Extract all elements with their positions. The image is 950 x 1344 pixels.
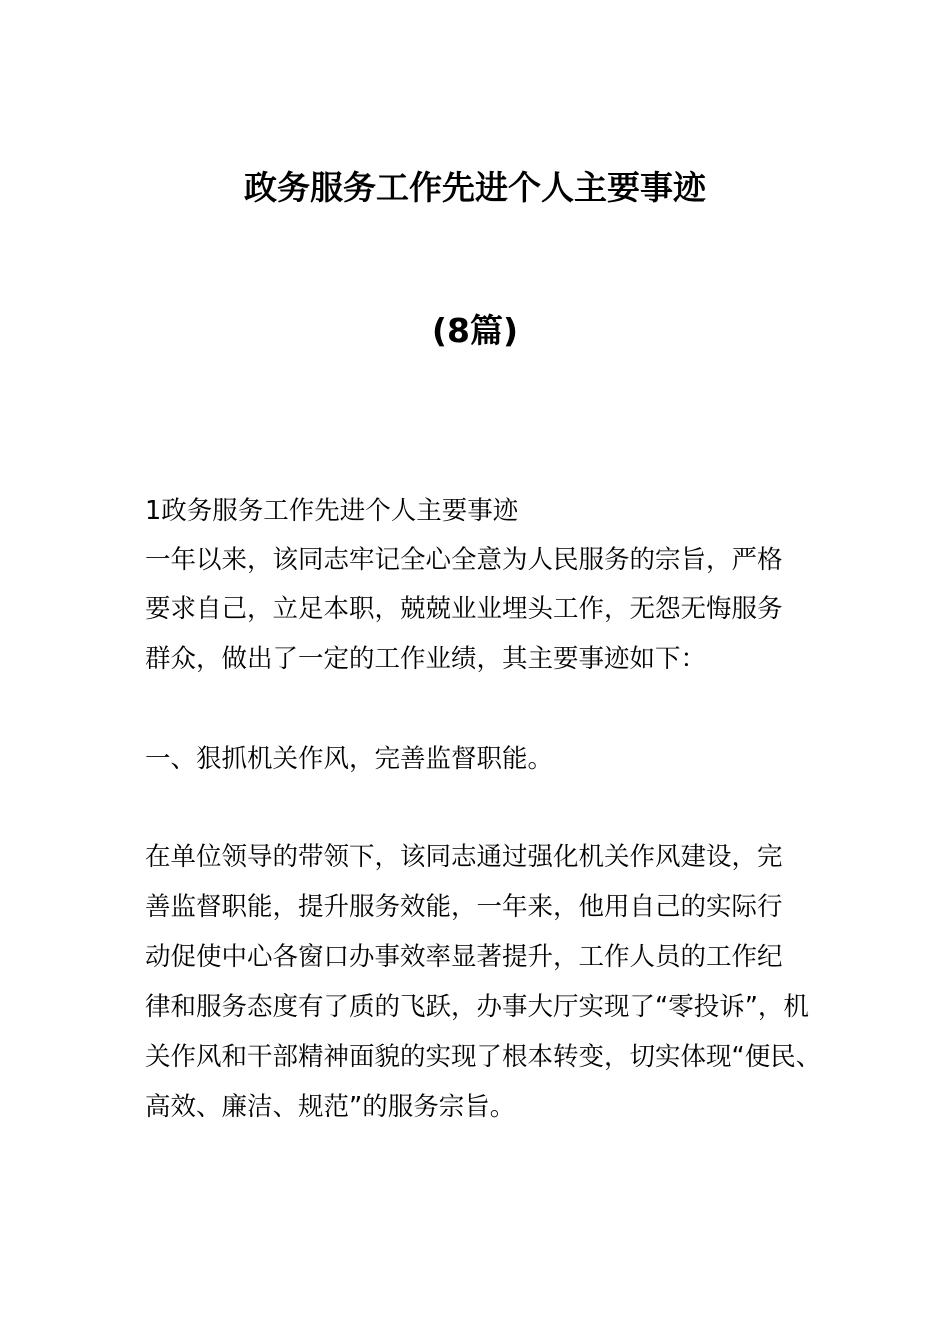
paragraph-line: 善监督职能，提升服务效能，一年来，他用自己的实际行 (145, 892, 783, 922)
paragraph-line: 律和服务态度有了质的飞跃，办事大厅实现了“零投诉”，机 (145, 992, 809, 1022)
paragraph-line: 在单位领导的带领下，该同志通过强化机关作风建设，完 (145, 842, 783, 872)
document-title: 政务服务工作先进个人主要事迹 (244, 168, 706, 207)
paragraph-line: 高效、廉洁、规范”的服务宗旨。 (145, 1092, 516, 1122)
section-title: 1政务服务工作先进个人主要事迹 (145, 496, 519, 526)
intro-line: 一年以来，该同志牢记全心全意为人民服务的宗旨，严格 (145, 545, 783, 575)
paragraph-line: 动促使中心各窗口办事效率显著提升，工作人员的工作纪 (145, 942, 783, 972)
intro-line: 要求自己，立足本职，兢兢业业埋头工作，无怨无悔服务 (145, 594, 783, 624)
paragraph-line: 关作风和干部精神面貌的实现了根本转变，切实体现“便民、 (145, 1042, 822, 1072)
intro-line: 群众，做出了一定的工作业绩，其主要事迹如下： (145, 644, 707, 674)
heading-1: 一、狠抓机关作风，完善监督职能。 (145, 744, 554, 774)
document-subtitle: (8篇) (431, 311, 519, 350)
